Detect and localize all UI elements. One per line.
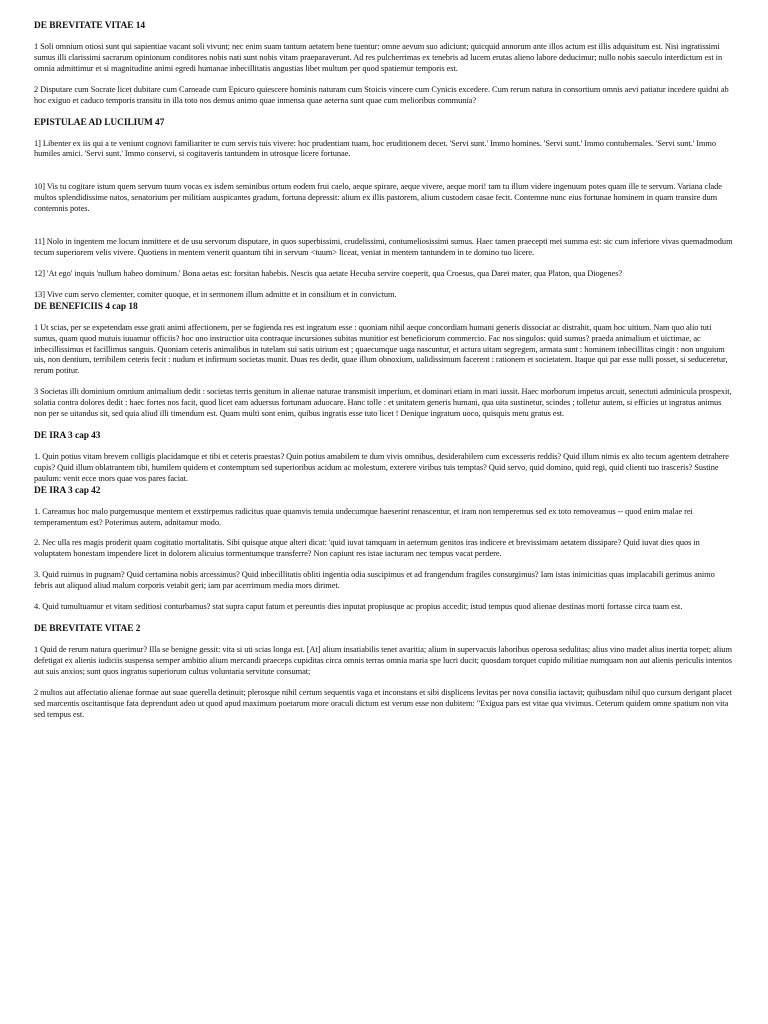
paragraph: 1 Soli omnium otiosi sunt qui sapientiae vacant soli vivunt; nec enim suam tantum aetatem bene tuentur: omne aevum suo adiciunt; quicquid annorum ante illos actum est illis adquisitum est. Nisi ingratissimi sumus illi clarissimi sacrarum opinionum conditores nobis nati sunt nobis vitam praeparaverunt. Ad res pulcherrimas ex tenebris ad lucem erutas alieno labore deducimur; nullo nobis saeculo interdictum est in omnia admittimur et si magnitudine animi egredi humanae inbecillitatis angustias libet multum per quod spatiemur temporis est. (34, 42, 723, 73)
paragraph: 13] Vive cum servo clementer, comiter quoque, et in sermonem illum admitte et in consilium et in convictum. (34, 289, 397, 299)
paragraph: 1. Careamus hoc malo purgemusque mentem et exstirpemus radicitus quae quamvis tenuia undecumque haeserint renascentur, et iram non temperemus sed ex toto removeamus -- quod enim malae rei temperamentum est? Poterimus autem, adnitamur modo. (34, 506, 693, 527)
paragraph: 2. Nec ulla res magis proderit quam cogitatio mortalitatis. Sibi quisque atque alteri dicat: 'quid iuvat tamquam in aeternum genitos iras indicere et brevissimam aetatem dissipare? Quid iuvat dies quos in voluptatem honestam impendere licet in dolorem alicuius tormentumque transferre? Non capiunt res istae iacturam nec tempus vacat perdere. (34, 538, 700, 559)
section-heading: DE BENEFICIIS 4 cap 18 (34, 301, 138, 312)
paragraph: 3 Societas illi dominium omnium animalium dedit : societas terris genitum in alienae naturae transmisit imperium, et dominari etiam in mari iussit. Haec morborum impetus arcuit, senectuti adminicula prospexit, solatia contra dolores dedit : haec fortes nos facit, quod licet eam aduersus fortunam aduocare. Hanc tolle : et unitatem generis humani, qua uita sustinetur, scindes ; tolletur autem, si efficies ut ingratus animus non per se uitandus sit, sed quia aliud illi timendum est. Quam multi sont enim, quibus ingratis esse tuto licet ! Denique ingratum uoco, quisquis metu gratus est. (34, 387, 732, 419)
paragraph: 1 Quid de rerum natura querimur? Illa se benigne gessit: vita si uti scias longa est. [At] alium insatiabilis tenet avaritia; alium in supervacuis laboribus operosa sedulitas; alius vino madet alius inertia torpet; alium defetigat ex alienis iudiciis suspensa semper ambitio alium mercandi praeceps cupiditas circa omnis terras omnia maria spe lucri ducit; quosdam torquet cupido militiae numquam non aut alienis periculis intentos aut suis anxios; sunt quos ingratus superiorum cultus voluntaria servitute consumat; (34, 645, 732, 676)
paragraph: 2 Disputare cum Socrate licet dubitare cum Carneade cum Epicuro quiescere hominis naturam cum Stoicis vincere cum Cynicis excedere. Cum rerum natura in consortium omnis aevi patiatur incedere quidni ab hoc exiguo et caduco temporis transitu in illa toto nos demus animo quae inmensa quae aeterna sunt quae cum melioribus communia? (34, 84, 729, 105)
paragraph: 1] Libenter ex iis qui a te veniunt cognovi familiariter te cum servis tuis vivere: hoc prudentiam tuam, hoc eruditionem decet. 'Servi sunt.' Immo homines. 'Servi sunt.' Immo contubernales. 'Servi sunt.' Immo humiles amici. 'Servi sunt.' Immo conservi, si cogitaveris tantundem in utrosque licere fortunae. (34, 138, 716, 159)
section-heading: DE IRA 3 cap 43 (34, 430, 101, 441)
paragraph: 4. Quid tumultuamur et vitam seditiosi conturbamus? stat supra caput fatum et pereuntis dies inputat propiusque ac propius accedit; istud tempus quod alienae destinas morti fortasse circa tuam est. (34, 602, 683, 612)
paragraph: 3. Quid ruimus in pugnam? Quid certamina nobis arcessimus? Quid inbecillitatis obliti ingentia odia suscipimus et ad frangendum fragiles consurgimus? Iam istas inimicitias quas implacabili gerimus animo febris aut aliquod aliud malum corporis vetabit geri; iam par acerrimum media mors dirimet. (34, 570, 715, 591)
paragraph: 1. Quin potius vitam brevem colligis placidamque et tibi et ceteris praestas? Quin potius amabilem te dum vivis omnibus, desiderabilem cum excesseris reddis? Quid illum nimis ex alto tecum agentem detrahere cupis? Quid illum oblatrantem tibi, humilem quidem et contemptum sed superioribus acidum ac molestum, exterere viribus tuis temptas? Quid servo, quid domino, quid regi, quid clienti tuo irasceris? Sustine paulum: venit ecce mors quae vos pares faciat. (34, 451, 729, 483)
paragraph: 12] 'At ego' inquis 'nullum habeo dominum.' Bona aetas est: forsitan habebis. Nescis qua aetate Hecuba servire coeperit, qua Croesus, qua Darei mater, qua Platon, qua Diogenes? (34, 268, 623, 278)
paragraph: 11] Nolo in ingentem me locum inmittere et de usu servorum disputare, in quos superbissimi, crudelissimi, contumeliosissimi sumus. Haec tamen praecepti mei summa est: sic cum inferiore vivas quemadmodum tecum superiorem velis vivere. Quotiens in mentem venerit quantum tibi in servum <tuum> liceat, veniat in mentem tantundem in te domino tuo licere. (34, 237, 733, 257)
section-heading: EPISTULAE AD LUCILIUM 47 (34, 117, 165, 128)
paragraph: 2 multos aut affectatio alienae formae aut suae querella detinuit; plerosque nihil certum sequentis vaga et inconstans et sibi displicens levitas per nova consilia iactavit; quibusdam nihil quo cursum derigant placet sed marcentis oscitantisque fata deprendunt adeo ut quod apud maximum poetarum more oraculi dictum est verum esse non dubitem: "Exigua pars est vitae qua vivimus. Ceterum quidem omne spatium non vita sed tempus est. (34, 687, 732, 719)
section-heading: DE BREVITATE VITAE 2 (34, 624, 141, 634)
paragraph: 1 Ut scias, per se expetendam esse grati animi affectionem, per se fugienda res est ingratum esse : quoniam nihil aeque concordiam humani generis dissociat ac distrahit, quam hoc uitium. Nam quo alio tuti sumus, quam quod mutuis iuuamur officiis? hoc uno instructior uita contraque incursiones subitas munitior est beneficiorum commercio. Fac nos singulos: quid sumus? praeda animalium et uictimae, ac inbecillissimus et facillimus sanguis. Quoniam ceteris animalibus in tutelam sui satis uirium est ; quaecumque uaga nascuntur, et actura uitam segregem, armata sunt : hominem inbecillitas cingit : non unguium uis, non dentium, terribilem ceteris fecit : nudum et infirmum societas munit. Duas res dedit, quae illum obnoxium, ualidissimum facerent : rationem et societatem. Itaque qui par esse nulli posset, si seduceretur, rerum potitur. (34, 322, 728, 376)
paragraph: 10] Vis tu cogitare istum quem servum tuum vocas ex isdem seminibus ortum eodem frui caelo, aeque spirare, aeque vivere, aeque mori! tam tu illum videre ingenuum potes quam ille te servum. Variana clade multos splendidissime natos, senatorium per militiam auspicantes gradum, fortuna depressit: alium ex illis pastorem, alium custodem casae fecit. Contemne nunc eius fortunae hominem in quam transire dum contemnis potes. (34, 182, 722, 214)
section-heading: DE IRA 3 cap 42 (34, 485, 101, 496)
section-heading: DE BREVITATE VITAE 14 (34, 21, 146, 31)
